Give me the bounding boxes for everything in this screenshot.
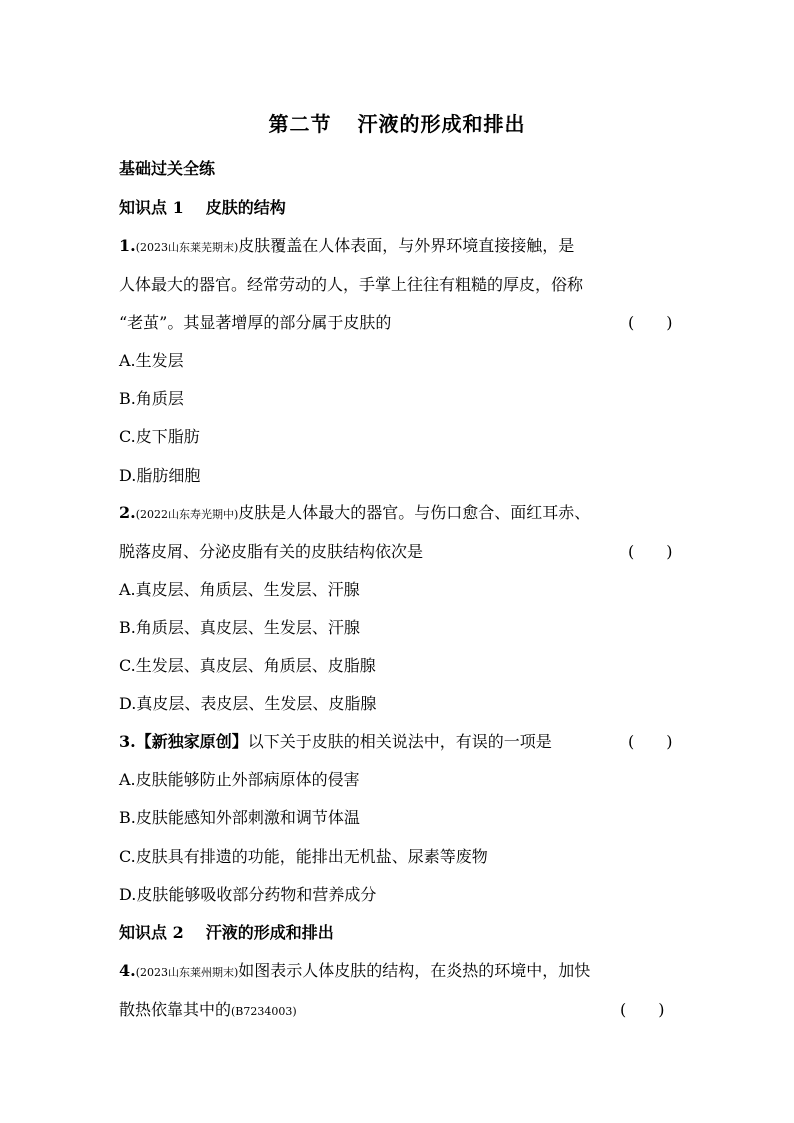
q1-text1: 皮肤覆盖在人体表面，与外界环境直接接触，是 — [238, 236, 575, 255]
q3-option-a: A.皮肤能够防止外部病原体的侵害 — [119, 770, 360, 789]
q4-code: (B7234003) — [231, 1005, 297, 1018]
q4-line1 — [119, 958, 590, 981]
knowledge-point-label: 知识点 2 — [119, 923, 184, 942]
knowledge-point-name: 汗液的形成和排出 — [205, 923, 334, 942]
q2-text1: 皮肤是人体最大的器官。与伤口愈合、面红耳赤、 — [238, 503, 591, 522]
knowledge-point-2 — [119, 920, 334, 943]
q2-source: (2022山东寿光期中) — [135, 508, 239, 521]
q1-line2: 人体最大的器官。经常劳动的人，手掌上往往有粗糙的厚皮，俗称 — [119, 275, 584, 294]
page-title — [0, 108, 794, 137]
q3-answer-bracket: ( ) — [628, 732, 673, 751]
q4-text1: 如图表示人体皮肤的结构，在炎热的环境中，加快 — [238, 961, 591, 980]
q3-option-b: B.皮肤能感知外部刺激和调节体温 — [119, 808, 360, 827]
q1-option-c: C.皮下脂肪 — [119, 427, 200, 446]
q2-option-a: A.真皮层、角质层、生发层、汗腺 — [119, 580, 360, 599]
q1-line1 — [119, 233, 574, 256]
q4-source: (2023山东莱州期末) — [135, 966, 239, 979]
q2-line2: 脱落皮屑、分泌皮脂有关的皮肤结构依次是 — [119, 542, 424, 561]
q1-source: (2023山东莱芜期末) — [135, 241, 239, 254]
q1-answer-bracket: ( ) — [628, 313, 673, 332]
q3-text1: 以下关于皮肤的相关说法中，有误的一项是 — [247, 732, 552, 751]
q3-tag: 【新独家原创】 — [135, 732, 248, 751]
knowledge-point-label: 知识点 1 — [119, 198, 184, 217]
q2-option-c: C.生发层、真皮层、角质层、皮脂腺 — [119, 656, 376, 675]
q2-line1 — [119, 500, 590, 523]
knowledge-point-1 — [119, 195, 286, 218]
q2-number: 2. — [119, 503, 136, 522]
section-number: 第二节 — [268, 112, 332, 136]
q3-option-c: C.皮肤具有排遗的功能，能排出无机盐、尿素等废物 — [119, 847, 488, 866]
section-name: 汗液的形成和排出 — [357, 112, 526, 136]
q1-option-a: A.生发层 — [119, 351, 184, 370]
q4-answer-bracket: ( ) — [620, 1000, 665, 1019]
q3-line1 — [119, 729, 552, 752]
practice-heading: 基础过关全练 — [119, 159, 216, 178]
q4-number: 4. — [119, 961, 136, 980]
q2-answer-bracket: ( ) — [628, 542, 673, 561]
q2-option-b: B.角质层、真皮层、生发层、汗腺 — [119, 618, 360, 637]
knowledge-point-name: 皮肤的结构 — [205, 198, 286, 217]
q1-number: 1. — [119, 236, 136, 255]
q4-text2: 散热依靠其中的 — [119, 1000, 232, 1019]
q1-line3: “老茧”。其显著增厚的部分属于皮肤的 — [119, 313, 392, 332]
q2-option-d: D.真皮层、表皮层、生发层、皮脂腺 — [119, 694, 377, 713]
q3-option-d: D.皮肤能够吸收部分药物和营养成分 — [119, 885, 377, 904]
q1-option-b: B.角质层 — [119, 389, 184, 408]
q1-option-d: D.脂肪细胞 — [119, 466, 201, 485]
q3-number: 3. — [119, 732, 136, 751]
q4-line2 — [119, 997, 297, 1020]
